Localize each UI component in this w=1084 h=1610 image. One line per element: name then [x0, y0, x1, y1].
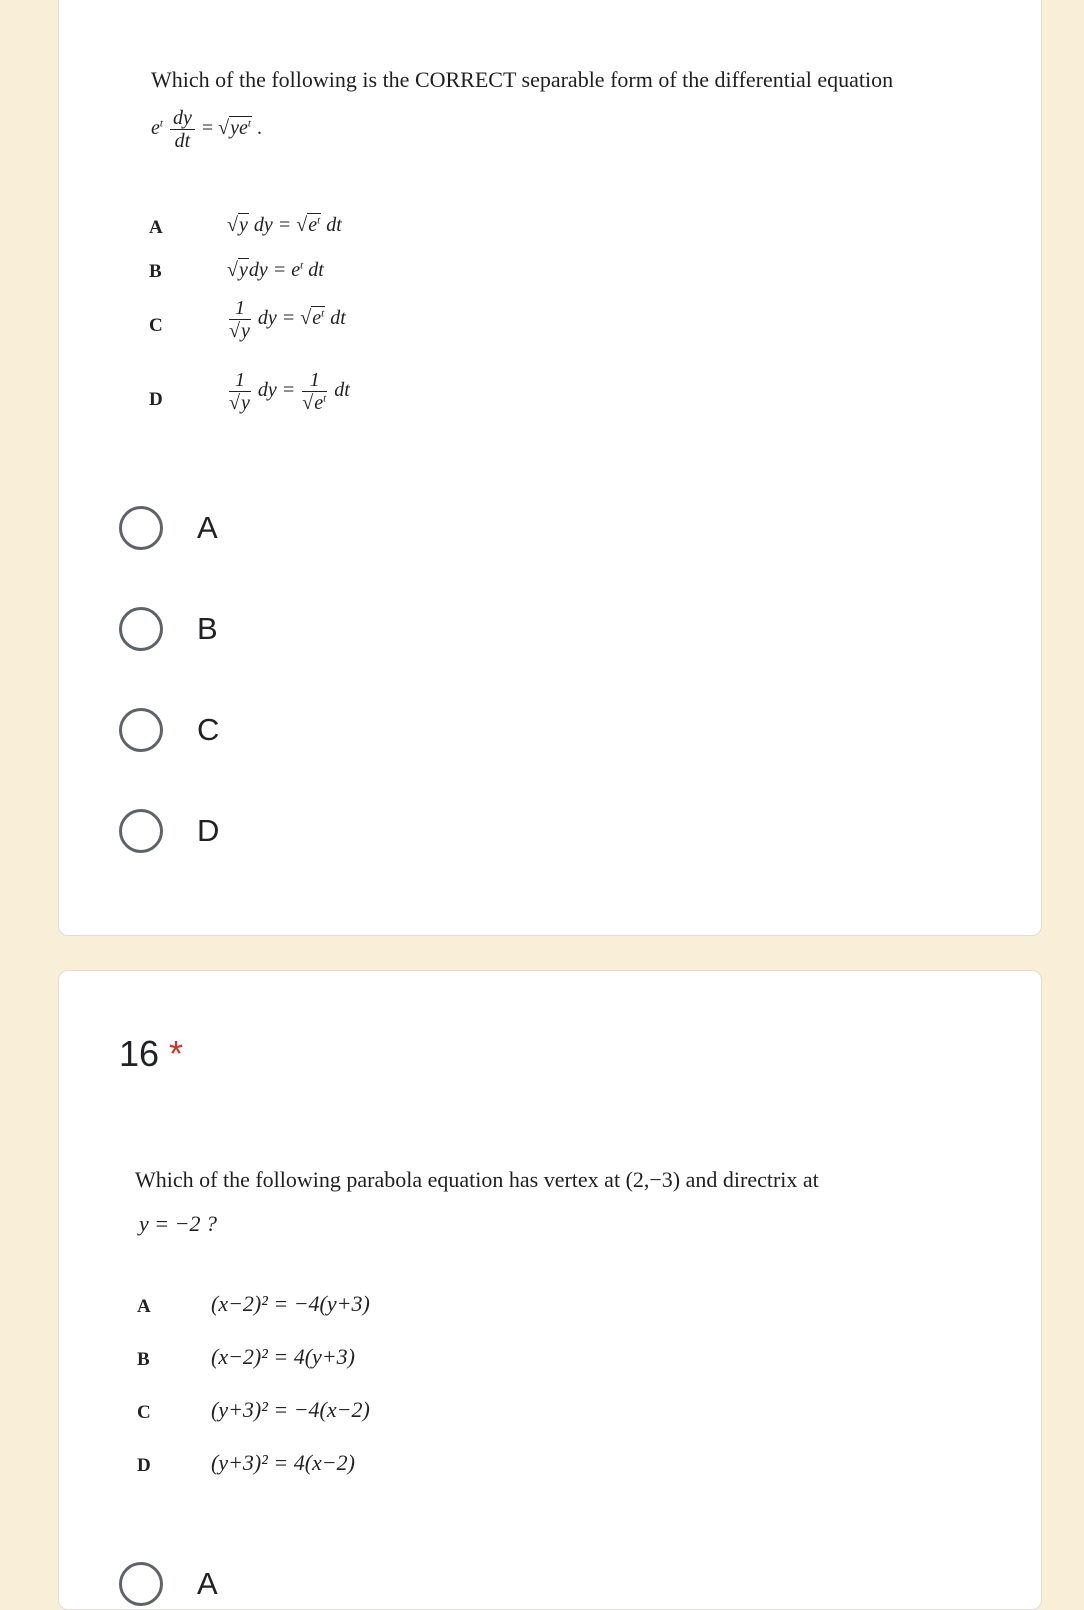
option-d-equation: (y+3)² = 4(x−2) [211, 1450, 355, 1475]
option-b-equation: (x−2)² = 4(y+3) [211, 1344, 355, 1369]
option-b-equation: $√ydy = e^t$ dt [227, 259, 324, 281]
question-15-prompt: Which of the following is the CORRECT separable form of the differential equation [151, 67, 894, 92]
radio-button-a[interactable] [119, 506, 163, 550]
option-letter-a: A [149, 217, 163, 238]
choice-d[interactable] [119, 806, 219, 856]
directrix-equation: y = −2 ? [139, 1211, 217, 1236]
question-15-card [58, 0, 1042, 936]
question-16-prompt: Which of the following parabola equation has vertex at (2,−3) and directrix at [135, 1167, 819, 1192]
choice-a-label: A [197, 1566, 218, 1601]
question-15-equation: $e^t$ $\frac{dy}{dt}$ = $√ye^t$ . [151, 107, 262, 152]
radio-button-c[interactable] [119, 708, 163, 752]
choice-b-label: B [197, 611, 218, 646]
choice-c-label: C [197, 712, 220, 747]
choice-c[interactable] [119, 705, 219, 755]
choice-a[interactable] [119, 503, 218, 553]
option-a-equation: (x−2)² = −4(y+3) [211, 1291, 370, 1316]
radio-button-a[interactable] [119, 1562, 163, 1606]
required-star: * [169, 1033, 184, 1074]
question-16-card [58, 970, 1042, 1610]
question-number: 16 * [119, 1033, 184, 1074]
choice-a-label: A [197, 510, 218, 545]
option-d-equation: $\frac{1}{√y}$ dy = $\frac{1}{√e^t}$ dt [229, 369, 350, 414]
option-letter-a: A [137, 1296, 151, 1317]
option-letter-d: D [149, 389, 163, 410]
option-a-equation: √y dy = $√e^t$ dt [227, 214, 342, 236]
radio-button-b[interactable] [119, 607, 163, 651]
option-c-equation: (y+3)² = −4(x−2) [211, 1397, 370, 1422]
radio-button-d[interactable] [119, 809, 163, 853]
option-letter-b: B [137, 1349, 150, 1370]
option-letter-b: B [149, 261, 162, 282]
choice-a[interactable] [119, 1559, 218, 1609]
choice-d-label: D [197, 813, 220, 848]
option-letter-c: C [149, 315, 163, 336]
choice-b[interactable] [119, 604, 218, 654]
option-letter-d: D [137, 1455, 151, 1476]
option-letter-c: C [137, 1402, 151, 1423]
option-c-equation: $\frac{1}{√y}$ dy = $√e^t$ dt [229, 297, 346, 342]
